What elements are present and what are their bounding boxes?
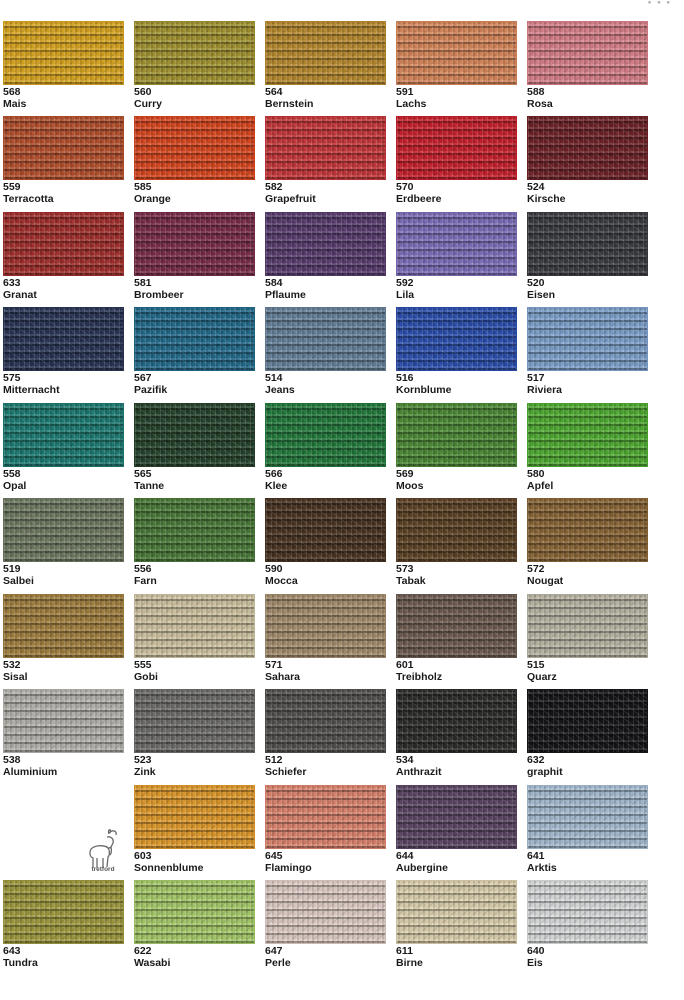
swatch-code: 519 xyxy=(3,563,21,575)
swatch-name: Pazifik xyxy=(134,384,168,396)
carpet-swatch xyxy=(265,594,386,658)
swatch-code: 524 xyxy=(527,181,545,193)
color-swatch-card xyxy=(134,689,255,778)
carpet-swatch xyxy=(396,403,517,467)
color-swatch-card xyxy=(265,116,386,205)
swatch-code: 590 xyxy=(265,563,283,575)
swatch-code: 603 xyxy=(134,850,152,862)
carpet-swatch xyxy=(396,212,517,276)
swatch-name: Pflaume xyxy=(265,289,306,301)
color-swatch-card xyxy=(265,498,386,587)
swatch-name: Kornblume xyxy=(396,384,452,396)
carpet-swatch xyxy=(134,403,255,467)
carpet-swatch xyxy=(527,785,648,849)
carpet-swatch xyxy=(396,116,517,180)
carpet-swatch xyxy=(265,785,386,849)
carpet-swatch xyxy=(134,689,255,753)
carpet-swatch xyxy=(396,498,517,562)
carpet-swatch xyxy=(134,21,255,85)
color-swatch-card xyxy=(527,403,648,492)
color-swatch-card xyxy=(3,403,124,492)
color-swatch-card xyxy=(134,594,255,683)
swatch-name: Quarz xyxy=(527,671,557,683)
carpet-swatch xyxy=(134,880,255,944)
swatch-name: Salbei xyxy=(3,575,34,587)
color-swatch-card xyxy=(396,212,517,301)
swatch-code: 512 xyxy=(265,754,283,766)
swatch-code: 558 xyxy=(3,468,21,480)
swatch-code: 517 xyxy=(527,372,545,384)
carpet-swatch xyxy=(265,880,386,944)
swatch-name: Mais xyxy=(3,98,27,110)
swatch-name: Anthrazit xyxy=(396,766,442,778)
swatch-name: Schiefer xyxy=(265,766,307,778)
swatch-code: 571 xyxy=(265,659,283,671)
color-swatch-card xyxy=(527,880,648,969)
color-swatch-card xyxy=(396,498,517,587)
swatch-code: 514 xyxy=(265,372,283,384)
carpet-swatch xyxy=(3,880,124,944)
carpet-swatch xyxy=(265,307,386,371)
swatch-name: Lachs xyxy=(396,98,427,110)
swatch-code: 580 xyxy=(527,468,545,480)
color-swatch-card xyxy=(3,498,124,587)
color-swatch-card xyxy=(3,594,124,683)
swatch-name: Treibholz xyxy=(396,671,443,683)
swatch-name: Farn xyxy=(134,575,157,587)
swatch-name: Kirsche xyxy=(527,193,566,205)
swatch-name: Apfel xyxy=(527,480,554,492)
swatch-name: Riviera xyxy=(527,384,563,396)
color-swatch-card xyxy=(396,880,517,969)
carpet-swatch xyxy=(527,880,648,944)
swatch-code: 632 xyxy=(527,754,545,766)
swatch-name: Sisal xyxy=(3,671,28,683)
carpet-swatch xyxy=(265,403,386,467)
swatch-code: 569 xyxy=(396,468,414,480)
swatch-name: Opal xyxy=(3,480,27,492)
swatch-code: 532 xyxy=(3,659,21,671)
swatch-code: 515 xyxy=(527,659,545,671)
color-swatch-card xyxy=(396,116,517,205)
swatch-code: 601 xyxy=(396,659,414,671)
swatch-name: Bernstein xyxy=(265,98,314,110)
carpet-swatch xyxy=(527,594,648,658)
carpet-swatch xyxy=(134,594,255,658)
carpet-swatch xyxy=(265,689,386,753)
color-swatch-card xyxy=(134,212,255,301)
swatch-name: Arktis xyxy=(527,862,557,874)
color-swatch-card xyxy=(527,498,648,587)
color-swatch-card xyxy=(527,212,648,301)
carpet-swatch xyxy=(134,212,255,276)
color-swatch-card xyxy=(265,307,386,396)
color-swatch-card xyxy=(3,880,124,969)
color-swatch-card xyxy=(134,880,255,969)
swatch-name: Klee xyxy=(265,480,288,492)
swatch-name: Perle xyxy=(265,957,291,969)
swatch-code: 523 xyxy=(134,754,152,766)
color-swatch-card xyxy=(3,689,124,778)
swatch-code: 556 xyxy=(134,563,152,575)
carpet-swatch xyxy=(396,689,517,753)
swatch-code: 622 xyxy=(134,945,152,957)
swatch-code: 555 xyxy=(134,659,152,671)
swatch-name: Zink xyxy=(134,766,156,778)
color-swatch-card xyxy=(134,116,255,205)
swatch-code: 640 xyxy=(527,945,545,957)
color-swatch-card xyxy=(265,594,386,683)
color-swatch-card xyxy=(134,403,255,492)
swatch-name: Nougat xyxy=(527,575,564,587)
swatch-name: Wasabi xyxy=(134,957,171,969)
carpet-swatch xyxy=(3,498,124,562)
swatch-code: 647 xyxy=(265,945,283,957)
color-swatch-card xyxy=(396,21,517,110)
carpet-swatch xyxy=(396,307,517,371)
color-swatch-card xyxy=(265,785,386,874)
carpet-swatch xyxy=(134,307,255,371)
color-swatch-card xyxy=(527,594,648,683)
swatch-code: 565 xyxy=(134,468,152,480)
swatch-code: 534 xyxy=(396,754,414,766)
carpet-swatch xyxy=(527,498,648,562)
swatch-name: Terracotta xyxy=(3,193,54,205)
color-swatch-card xyxy=(265,880,386,969)
swatch-code: 643 xyxy=(3,945,21,957)
carpet-swatch xyxy=(265,498,386,562)
carpet-swatch xyxy=(134,498,255,562)
swatch-name: Jeans xyxy=(265,384,295,396)
swatch-name: Sonnenblume xyxy=(134,862,204,874)
swatch-name: Mitternacht xyxy=(3,384,60,396)
swatch-code: 588 xyxy=(527,86,545,98)
swatch-name: Tabak xyxy=(396,575,426,587)
carpet-swatch xyxy=(134,785,255,849)
carpet-swatch xyxy=(527,689,648,753)
color-swatch-card xyxy=(396,689,517,778)
color-swatch-card xyxy=(134,307,255,396)
color-swatch-card xyxy=(396,785,517,874)
color-swatch-card xyxy=(3,307,124,396)
swatch-name: Lila xyxy=(396,289,415,301)
swatch-name: graphit xyxy=(527,766,563,778)
carpet-swatch xyxy=(527,403,648,467)
swatch-code: 564 xyxy=(265,86,283,98)
carpet-swatch xyxy=(265,116,386,180)
swatch-code: 573 xyxy=(396,563,414,575)
swatch-code: 520 xyxy=(527,277,545,289)
swatch-name: Rosa xyxy=(527,98,553,110)
swatch-code: 584 xyxy=(265,277,283,289)
carpet-swatch xyxy=(396,594,517,658)
swatch-code: 567 xyxy=(134,372,152,384)
swatch-code: 572 xyxy=(527,563,545,575)
swatch-code: 644 xyxy=(396,850,414,862)
swatch-code: 570 xyxy=(396,181,414,193)
swatch-name: Curry xyxy=(134,98,163,110)
carpet-swatch xyxy=(3,116,124,180)
carpet-swatch xyxy=(527,21,648,85)
color-swatch-card xyxy=(265,689,386,778)
swatch-name: Tanne xyxy=(134,480,165,492)
swatch-name: Flamingo xyxy=(265,862,312,874)
swatch-name: Sahara xyxy=(265,671,301,683)
carpet-swatch xyxy=(3,212,124,276)
color-swatch-card xyxy=(3,116,124,205)
color-swatch-card xyxy=(527,785,648,874)
carpet-swatch xyxy=(265,212,386,276)
carpet-swatch xyxy=(396,785,517,849)
swatch-name: Brombeer xyxy=(134,289,184,301)
carpet-swatch xyxy=(265,21,386,85)
carpet-swatch xyxy=(527,116,648,180)
swatch-code: 568 xyxy=(3,86,21,98)
swatch-code: 611 xyxy=(396,945,413,957)
swatch-code: 645 xyxy=(265,850,283,862)
color-swatch-card xyxy=(527,307,648,396)
swatch-code: 592 xyxy=(396,277,414,289)
swatch-name: Tundra xyxy=(3,957,38,969)
swatch-name: Eis xyxy=(527,957,543,969)
swatch-name: Moos xyxy=(396,480,424,492)
carpet-swatch xyxy=(134,116,255,180)
swatch-name: Granat xyxy=(3,289,37,301)
swatch-code: 566 xyxy=(265,468,283,480)
swatch-code: 633 xyxy=(3,277,21,289)
swatch-name: Mocca xyxy=(265,575,298,587)
swatch-name: Gobi xyxy=(134,671,158,683)
swatch-name: Eisen xyxy=(527,289,556,301)
color-swatch-card xyxy=(527,21,648,110)
color-swatch-card xyxy=(134,498,255,587)
carpet-swatch xyxy=(396,880,517,944)
brand-logo-text: tretford xyxy=(91,866,115,873)
color-swatch-card xyxy=(527,116,648,205)
carpet-swatch xyxy=(3,403,124,467)
carpet-swatch xyxy=(3,689,124,753)
swatch-code: 575 xyxy=(3,372,21,384)
color-swatch-card xyxy=(3,21,124,110)
swatch-code: 591 xyxy=(396,86,414,98)
color-swatch-card xyxy=(396,594,517,683)
swatch-name: Birne xyxy=(396,957,423,969)
swatch-code: 641 xyxy=(527,850,545,862)
carpet-swatch xyxy=(3,21,124,85)
carpet-swatch xyxy=(3,594,124,658)
color-swatch-card xyxy=(265,21,386,110)
carpet-swatch xyxy=(396,21,517,85)
color-swatch-card xyxy=(3,212,124,301)
swatch-code: 516 xyxy=(396,372,414,384)
swatch-code: 585 xyxy=(134,181,152,193)
swatch-code: 582 xyxy=(265,181,283,193)
swatch-name: Aubergine xyxy=(396,862,448,874)
carpet-swatch xyxy=(3,307,124,371)
carpet-swatch xyxy=(527,307,648,371)
swatch-code: 581 xyxy=(134,277,152,289)
swatch-code: 559 xyxy=(3,181,21,193)
swatch-code: 538 xyxy=(3,754,21,766)
carpet-swatch xyxy=(527,212,648,276)
swatch-name: Orange xyxy=(134,193,171,205)
color-swatch-card xyxy=(134,785,255,874)
color-swatch-card xyxy=(134,21,255,110)
color-swatch-card xyxy=(396,403,517,492)
swatch-name: Erdbeere xyxy=(396,193,442,205)
color-swatch-card xyxy=(265,403,386,492)
corner-dots: ● ● ● xyxy=(647,0,672,6)
swatch-name: Aluminium xyxy=(3,766,58,778)
swatch-code: 560 xyxy=(134,86,152,98)
swatch-name: Grapefruit xyxy=(265,193,316,205)
color-swatch-card xyxy=(396,307,517,396)
color-swatch-card xyxy=(265,212,386,301)
color-swatch-card xyxy=(527,689,648,778)
